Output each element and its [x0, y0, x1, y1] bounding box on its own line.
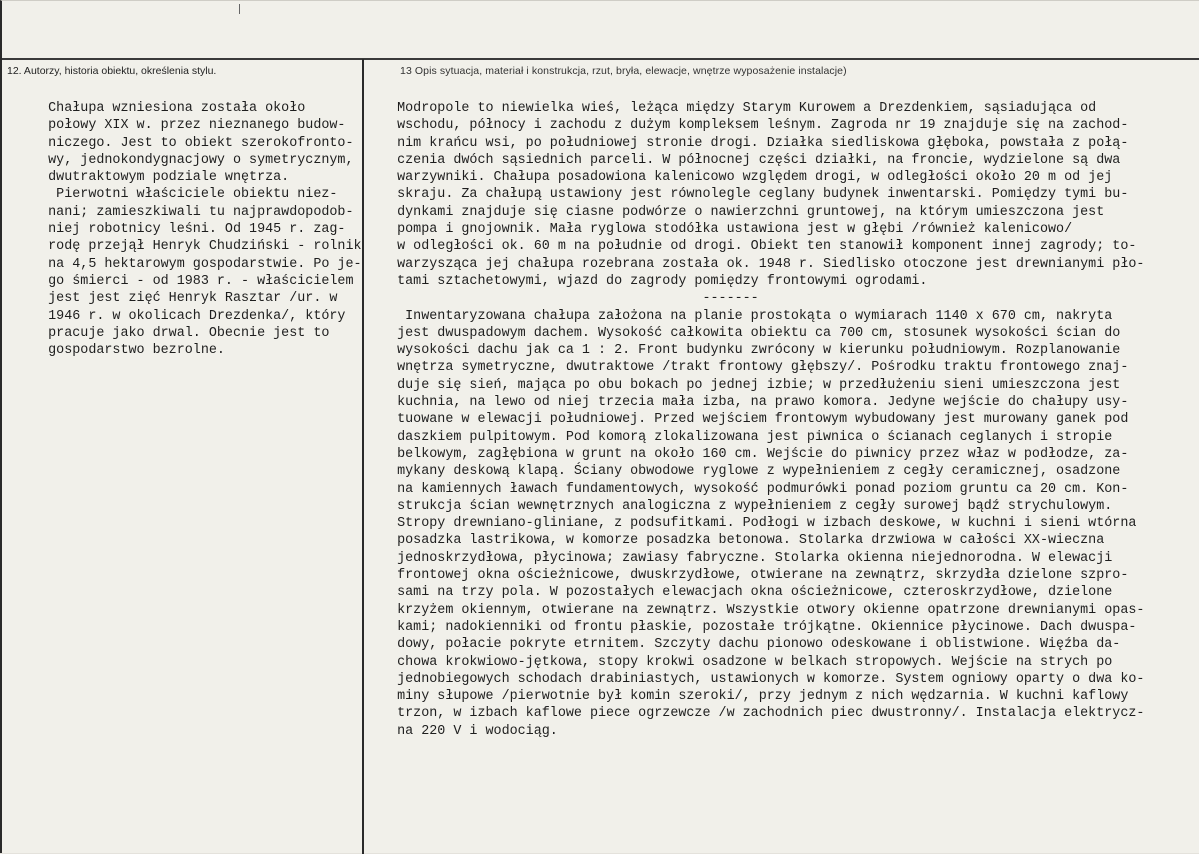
construction-line: jednoskrzydłowa, płycinowa; zawiasy fabryczne. Stolarka okienna niejednorodna. W elewacji [373, 550, 1113, 566]
history-line: Chałupa wzniesiona została około [16, 101, 306, 116]
situation-line: dynkami znajduje się ciasne podwórze o nawierzchni gruntowej, na którym umieszczona jest [373, 204, 1105, 220]
construction-line: trzon, w izbach kaflowe piece ogrzewcze /w zachodnich piec dwustronny/. Instalacja elektrycz- [373, 706, 1145, 722]
situation-line: nim krańcu wsi, po południowej stronie drogi. Działka siedliskowa głęboka, powstała z połą- [373, 135, 1129, 151]
history-line: Pierwotni właściciele obiektu niez- [16, 187, 338, 203]
construction-line: strukcja ścian wewnętrznych analogiczna z wypełnieniem z cegły surowej bądź strychulowym. [373, 498, 1113, 514]
construction-line: posadzka lastrikowa, w komorze posadzka betonowa. Stolarka drzwiowa w całości XX-wieczna [373, 533, 1105, 549]
situation-line: warzysząca jej chałupa rozebrana została ok. 1948 r. Siedlisko otoczone jest drewnianymi pło- [373, 256, 1145, 272]
description-text [373, 100, 1198, 740]
section-12-heading: 12. Autorzy, historia obiektu, określenia stylu. [7, 65, 217, 77]
situation-line: czenia dwóch sąsiednich parceli. W północnej części działki, na froncie, wydzielone są dwa [373, 152, 1121, 168]
construction-line: wnętrza symetryczne, dwutraktowe /trakt frontowy głębszy/. Pośrodku traktu frontowego znaj- [373, 360, 1129, 376]
header-rule [2, 58, 1199, 60]
column-divider [362, 59, 364, 854]
construction-line: kami; nadokienniki od frontu płaskie, pozostałe trójkątne. Okiennice płycinowe. Dach dwuspa- [373, 619, 1137, 635]
history-line: 1946 r. w okolicach Drezdenka/, który [16, 308, 346, 324]
section-13-heading: 13 Opis sytuacja, materiał i konstrukcja, rzut, bryła, elewacje, wnętrze wyposażenie instalacje) [400, 65, 847, 77]
history-line: wy, jednokondygnacjowy o symetrycznym, [16, 152, 354, 168]
construction-line: krzyżem okiennym, otwierane na zewnątrz. Wszystkie otwory okienne opatrzone drewnianymi opas- [373, 602, 1145, 618]
history-text [16, 100, 362, 359]
construction-line: kuchnia, na lewo od niej trzecia mała izba, na prawo komora. Jedyne wejście do chałupy usy- [373, 395, 1129, 411]
construction-line: jednobiegowych schodach drabiniastych, ustawionych w komorze. System ogniowy oparty o dwa ko- [373, 671, 1145, 687]
history-line: dwutraktowym podziale wnętrza. [16, 170, 290, 186]
construction-line: na kamiennych ławach fundamentowych, wysokość podmurówki ponad poziom gruntu ca 20 cm. Kon- [373, 481, 1129, 497]
situation-line: Modropole to niewielka wieś, leżąca między Starym Kurowem a Drezdenkiem, sąsiadująca od [373, 101, 1097, 116]
history-line: rodę przejął Henryk Chudziński - rolnik [16, 239, 362, 255]
history-line: go śmierci - od 1983 r. - właścicielem [16, 273, 354, 289]
construction-line: wysokości dachu jak ca 1 : 2. Front budynku zwrócony w kierunku południowym. Rozplanowanie [373, 343, 1121, 359]
construction-line: frontowej okna ościeżnicowe, dwuskrzydłowe, otwierane na zewnątrz, skrzydła dzielone szpro- [373, 568, 1129, 584]
construction-line: chowa krokwiowo-jętkowa, stopy krokwi osadzone w belkach stropowych. Wejście na strych po [373, 654, 1113, 670]
construction-line: Stropy drewniano-gliniane, z podsufitkami. Podłogi w izbach deskowe, w kuchni i sieni wtórna [373, 516, 1137, 532]
section-separator: ------- [373, 291, 759, 307]
construction-line: sami na trzy pola. W pozostałych elewacjach okna ościeżnicowe, czteroskrzydłowe, dzielone [373, 585, 1113, 601]
situation-line: wschodu, północy i zachodu z dużym kompleksem leśnym. Zagroda nr 19 znajduje się na zachod- [373, 118, 1129, 134]
situation-line: pompa i gnojownik. Mała ryglowa stodółka ustawiona jest w głębi /również kalenicowo/ [373, 222, 1073, 238]
construction-line: jest dwuspadowym dachem. Wysokość całkowita obiektu ca 700 cm, stosunek wysokości ścian do [373, 325, 1121, 341]
construction-line: Inwentaryzowana chałupa założona na planie prostokąta o wymiarach 1140 x 670 cm, nakryta [373, 308, 1113, 324]
construction-line: duje się sień, mająca po obu bokach po jednej izbie; w przedłużeniu sieni umieszczona jest [373, 377, 1121, 393]
construction-line: dowy, połacie pokryte etrnitem. Szczyty dachu pionowo odeskowane i oblistwione. Więźba da- [373, 637, 1121, 653]
history-line: niczego. Jest to obiekt szerokofronto- [16, 135, 354, 151]
history-line: połowy XIX w. przez nieznanego budow- [16, 118, 346, 134]
construction-line: daszkiem pulpitowym. Pod komorą zlokalizowana jest piwnica o ścianach ceglanych i stropie [373, 429, 1113, 445]
construction-line: mykany deskową klapą. Ściany obwodowe ryglowe z wypełnieniem z cegły ceramicznej, osadzone [373, 464, 1121, 480]
construction-line: belkowym, zagłębiona w grunt na około 160 cm. Wejście do piwnicy przez właz w podłodze, za- [373, 446, 1129, 462]
situation-line: tami sztachetowymi, wjazd do zagrody pomiędzy frontowymi ogrodami. [373, 273, 928, 289]
construction-line: tuowane w elewacji południowej. Przed wejściem frontowym wybudowany jest murowany ganek pod [373, 412, 1129, 428]
margin-tick [239, 4, 240, 14]
situation-line: skraju. Za chałupą ustawiony jest równolegle ceglany budynek inwentarski. Pomiędzy tymi bu- [373, 187, 1129, 203]
history-line: gospodarstwo bezrolne. [16, 343, 225, 359]
history-line: niej robotnicy leśni. Od 1945 r. zag- [16, 222, 346, 238]
history-line: jest jest zięć Henryk Rasztar /ur. w [16, 291, 338, 307]
construction-line: na 220 V i wodociąg. [373, 723, 558, 739]
history-line: na 4,5 hektarowym gospodarstwie. Po je- [16, 256, 362, 272]
history-line: nani; zamieszkiwali tu najprawdopodob- [16, 204, 354, 220]
situation-line: w odległości ok. 60 m na południe od drogi. Obiekt ten stanowił komponent innej zagrody; to- [373, 239, 1137, 255]
history-line: pracuje jako drwal. Obecnie jest to [16, 325, 330, 341]
situation-line: warzywniki. Chałupa posadowiona kalenicowo względem drogi, w odległości około 20 m od jej [373, 170, 1113, 186]
construction-line: miny słupowe /pierwotnie był komin szeroki/, przy jednym z nich wędzarnia. W kuchni kaflowy [373, 689, 1129, 705]
